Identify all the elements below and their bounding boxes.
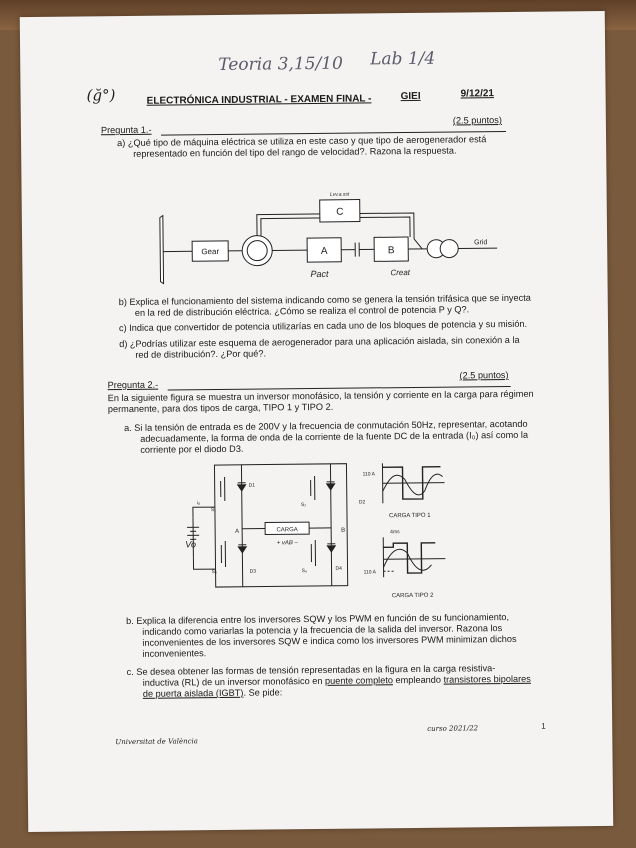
- question-2b-line3: inconvenientes de los inversores SQW e indica como los inversores PWM minimizan dichos: [142, 633, 517, 648]
- d3-label: D3: [249, 568, 257, 575]
- question-2c-text-e: de puerta aislada (IGBT): [142, 687, 244, 699]
- d2-label: D2: [358, 499, 366, 506]
- d4-label: D4: [335, 565, 342, 572]
- gear-label: Gear: [201, 247, 220, 257]
- exam-sheet: [20, 11, 614, 832]
- wave1-110a-label: 110 A: [362, 471, 376, 478]
- d1-label: D1: [248, 482, 256, 489]
- exam-title: ELECTRÓNICA INDUSTRIAL - EXAMEN FINAL -: [146, 93, 372, 107]
- s4-label: S₄: [301, 568, 307, 575]
- question-2c-text-c: empleando: [392, 674, 444, 686]
- question-2a-line3: corriente por el diodo D3.: [140, 443, 244, 455]
- s1-label: S₁: [210, 507, 216, 514]
- block-b-label: B: [387, 245, 395, 257]
- exam-date: 9/12/21: [460, 88, 495, 100]
- footer-course: curso 2021/22: [427, 724, 479, 733]
- question-1b-line2: en la red de distribución eléctrica. ¿Cómo se realiza el control de potencia P y Q?.: [134, 304, 470, 318]
- handwritten-lab-note: Lab 1/4: [370, 48, 436, 70]
- c-top-note: Lvv.a.sst: [329, 191, 350, 198]
- question-1b-line1: b) Explica el funcionamiento del sistema indicando como se genera la tensión trifásica que se inyecta: [118, 292, 531, 308]
- question-1a-line2: representado en función del tipo del rango de velocidad?. Razona la respuesta.: [133, 145, 457, 159]
- block-c-label: C: [336, 206, 344, 218]
- carga-tipo-2-label: CARGA TIPO 2: [391, 592, 434, 600]
- carga-tipo-1-label: CARGA TIPO 1: [388, 512, 431, 520]
- vo-label: Vo: [185, 539, 197, 550]
- question-1a-line1: a) ¿Qué tipo de máquina eléctrica se utiliza en este caso y que tipo de aerogenerador está: [117, 134, 487, 149]
- question-2a-line1: a. Si la tensión de entrada es de 200V y la frecuencia de conmutación 50Hz, representar, acotando: [124, 418, 528, 434]
- grid-label: Grid: [474, 239, 488, 247]
- question-2c-text-d: transistores bipolares: [443, 673, 531, 685]
- s3-label: S₃: [211, 569, 217, 576]
- wind-turbine-diagram: [151, 172, 502, 291]
- question-2b-line1: b. Explica la diferencia entre los inversores SQW y los PWM en función de su funcionamiento,: [126, 611, 510, 627]
- handwritten-mark: (ğ°): [86, 86, 116, 105]
- question-2b-line4: inconvenientes.: [142, 648, 207, 659]
- question-2-intro-line1: En la siguiente figura se muestra un inversor monofásico, la tensión y corriente en la carga para régimen: [107, 388, 534, 404]
- footer-university: Universitat de València: [115, 737, 198, 747]
- question-2c-line3: [143, 687, 283, 700]
- block-a-label: A: [320, 245, 328, 257]
- creat-note: Creat: [390, 268, 411, 278]
- node-a-label: A: [235, 528, 240, 535]
- question-2c-text-b: puente completo: [324, 675, 394, 686]
- question-2-intro-line2: permanente, para dos tipos de carga, TIPO 1 y TIPO 2.: [107, 401, 334, 415]
- question-1d-line1: d) ¿Podrías utilizar este esquema de aerogenerador para una aplicación aislada, sin conexión a la: [119, 334, 520, 350]
- io-label: i₀: [196, 500, 201, 507]
- degree-code: GIEI: [400, 90, 421, 103]
- question-1c: c) Indica que convertidor de potencia utilizarías en cada uno de los bloques de potencia y su misión.: [118, 318, 528, 334]
- wave2-110a-label: 110 A: [363, 569, 377, 576]
- question-1-points: (2.5 puntos): [452, 115, 502, 126]
- load-label: CARGA: [276, 527, 298, 534]
- node-b-label: B: [341, 527, 346, 534]
- question-2c-text-f: . Se pide:: [243, 687, 283, 698]
- s2-label: S₂: [300, 502, 307, 509]
- question-2c-line1: c. Se desea obtener las formas de tensión representadas en la figura en la carga resistiva-: [126, 663, 496, 678]
- vab-label: + vAB –: [276, 540, 298, 547]
- question-2-points: (2.5 puntos): [459, 369, 509, 381]
- handwritten-teoria-note: Teoria 3,15/10: [218, 53, 344, 76]
- question-1d-line2: red de distribución?. ¿Por qué?.: [135, 348, 267, 360]
- pact-note: Pact: [310, 268, 329, 280]
- question-2a-line2: adecuadamente, la forma de onda de la corriente de la fuente DC de la entrada (I₀) así como la: [140, 429, 529, 444]
- question-1-title: Pregunta 1.-: [100, 124, 152, 136]
- footer-page-number: 1: [541, 721, 546, 731]
- question-2c-text-a: inductiva (RL) de un inversor monofásico en: [142, 675, 326, 688]
- question-2b-line2: indicando como variarlas la potencia y la frecuencia de la salida del inversor. Razona los: [142, 623, 503, 637]
- wave2-4ms-label: 4ms: [390, 529, 400, 536]
- question-2-title: Pregunta 2.-: [107, 379, 159, 391]
- inverter-diagram: [184, 455, 446, 603]
